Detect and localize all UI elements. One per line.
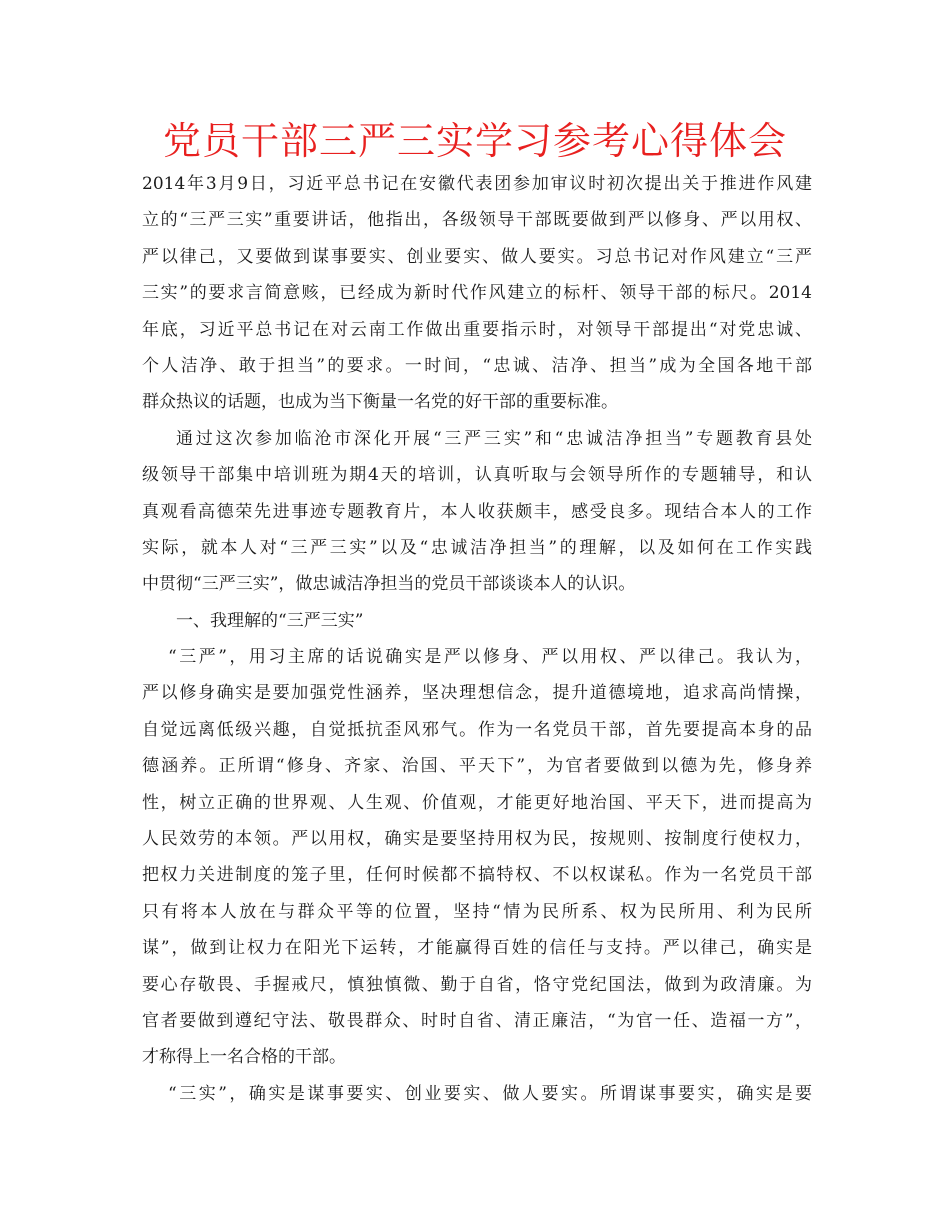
body-line-19: 人民效劳的本领。严以用权，确实是要坚持用权为民，按规则、按制度行使权力， — [142, 829, 812, 850]
body-line-16: 自觉远离低级兴趣，自觉抵抗歪风邪气。作为一名党员干部，首先要提高本身的品 — [142, 719, 812, 740]
body-line-14: “三严”，用习主席的话说确实是严以修身、严以用权、严以律己。我认为， — [168, 647, 812, 668]
body-line-3: 严以律己，又要做到谋事要实、创业要实、做人要实。习总书记对作风建立“三严 — [142, 246, 812, 267]
body-line-10: 真观看高德荣先进事迹专题教育片，本人收获颇丰，感受良多。现结合本人的工作 — [142, 501, 812, 522]
body-line-18: 性，树立正确的世界观、人生观、价值观，才能更好地治国、平天下，进而提高为 — [142, 792, 812, 813]
body-line-24: 官者要做到遵纪守法、敬畏群众、时时自省、清正廉洁，“为官一任、造福一方”， — [142, 1010, 812, 1031]
body-line-20: 把权力关进制度的笼子里，任何时候都不搞特权、不以权谋私。作为一名党员干部 — [142, 865, 812, 886]
body-line-5: 年底，习近平总书记在对云南工作做出重要指示时，对领导干部提出“对党忠诚、 — [142, 319, 812, 340]
body-line-7: 群众热议的话题，也成为当下衡量一名党的好干部的重要标准。 — [142, 392, 618, 413]
body-line-12: 中贯彻“三严三实”，做忠诚洁净担当的党员干部谈谈本人的认识。 — [142, 574, 636, 595]
body-line-25: 才称得上一名合格的干部。 — [142, 1047, 346, 1068]
body-line-23: 要心存敬畏、手握戒尺，慎独慎微、勤于自省，恪守党纪国法，做到为政清廉。为 — [142, 974, 812, 995]
body-line-26: “三实”，确实是谋事要实、创业要实、做人要实。所谓谋事要实，确实是要 — [168, 1083, 812, 1104]
body-line-11: 实际，就本人对“三严三实”以及“忠诚洁净担当”的理解，以及如何在工作实践 — [142, 537, 812, 558]
section-heading-1: 一、我理解的“三严三实” — [176, 610, 364, 631]
body-line-9: 级领导干部集中培训班为期4天的培训，认真听取与会领导所作的专题辅导，和认 — [142, 465, 812, 486]
body-line-21: 只有将本人放在与群众平等的位置，坚持“情为民所系、权为民所用、利为民所 — [142, 901, 812, 922]
document-body — [142, 166, 812, 1112]
body-line-15: 严以修身确实是要加强党性涵养，坚决理想信念，提升道德境地，追求高尚情操， — [142, 683, 812, 704]
body-line-4: 三实”的要求言简意赅，已经成为新时代作风建立的标杆、领导干部的标尺。2014 — [142, 283, 812, 304]
body-line-6: 个人洁净、敢于担当”的要求。一时间，“忠诚、洁净、担当”成为全国各地干部 — [142, 355, 812, 376]
body-line-2: 立的“三严三实”重要讲话，他指出，各级领导干部既要做到严以修身、严以用权、 — [142, 210, 812, 231]
body-line-8: 通过这次参加临沧市深化开展“三严三实”和“忠诚洁净担当”专题教育县处 — [176, 428, 812, 449]
body-line-22: 谋”，做到让权力在阳光下运转，才能赢得百姓的信任与支持。严以律己，确实是 — [142, 938, 812, 959]
body-line-1: 2014年3月9日，习近平总书记在安徽代表团参加审议时初次提出关于推进作风建 — [142, 174, 812, 194]
document-title: 党员干部三严三实学习参考心得体会 — [162, 119, 787, 163]
body-line-17: 德涵养。正所谓“修身、齐家、治国、平天下”，为官者要做到以德为先，修身养 — [142, 756, 812, 777]
